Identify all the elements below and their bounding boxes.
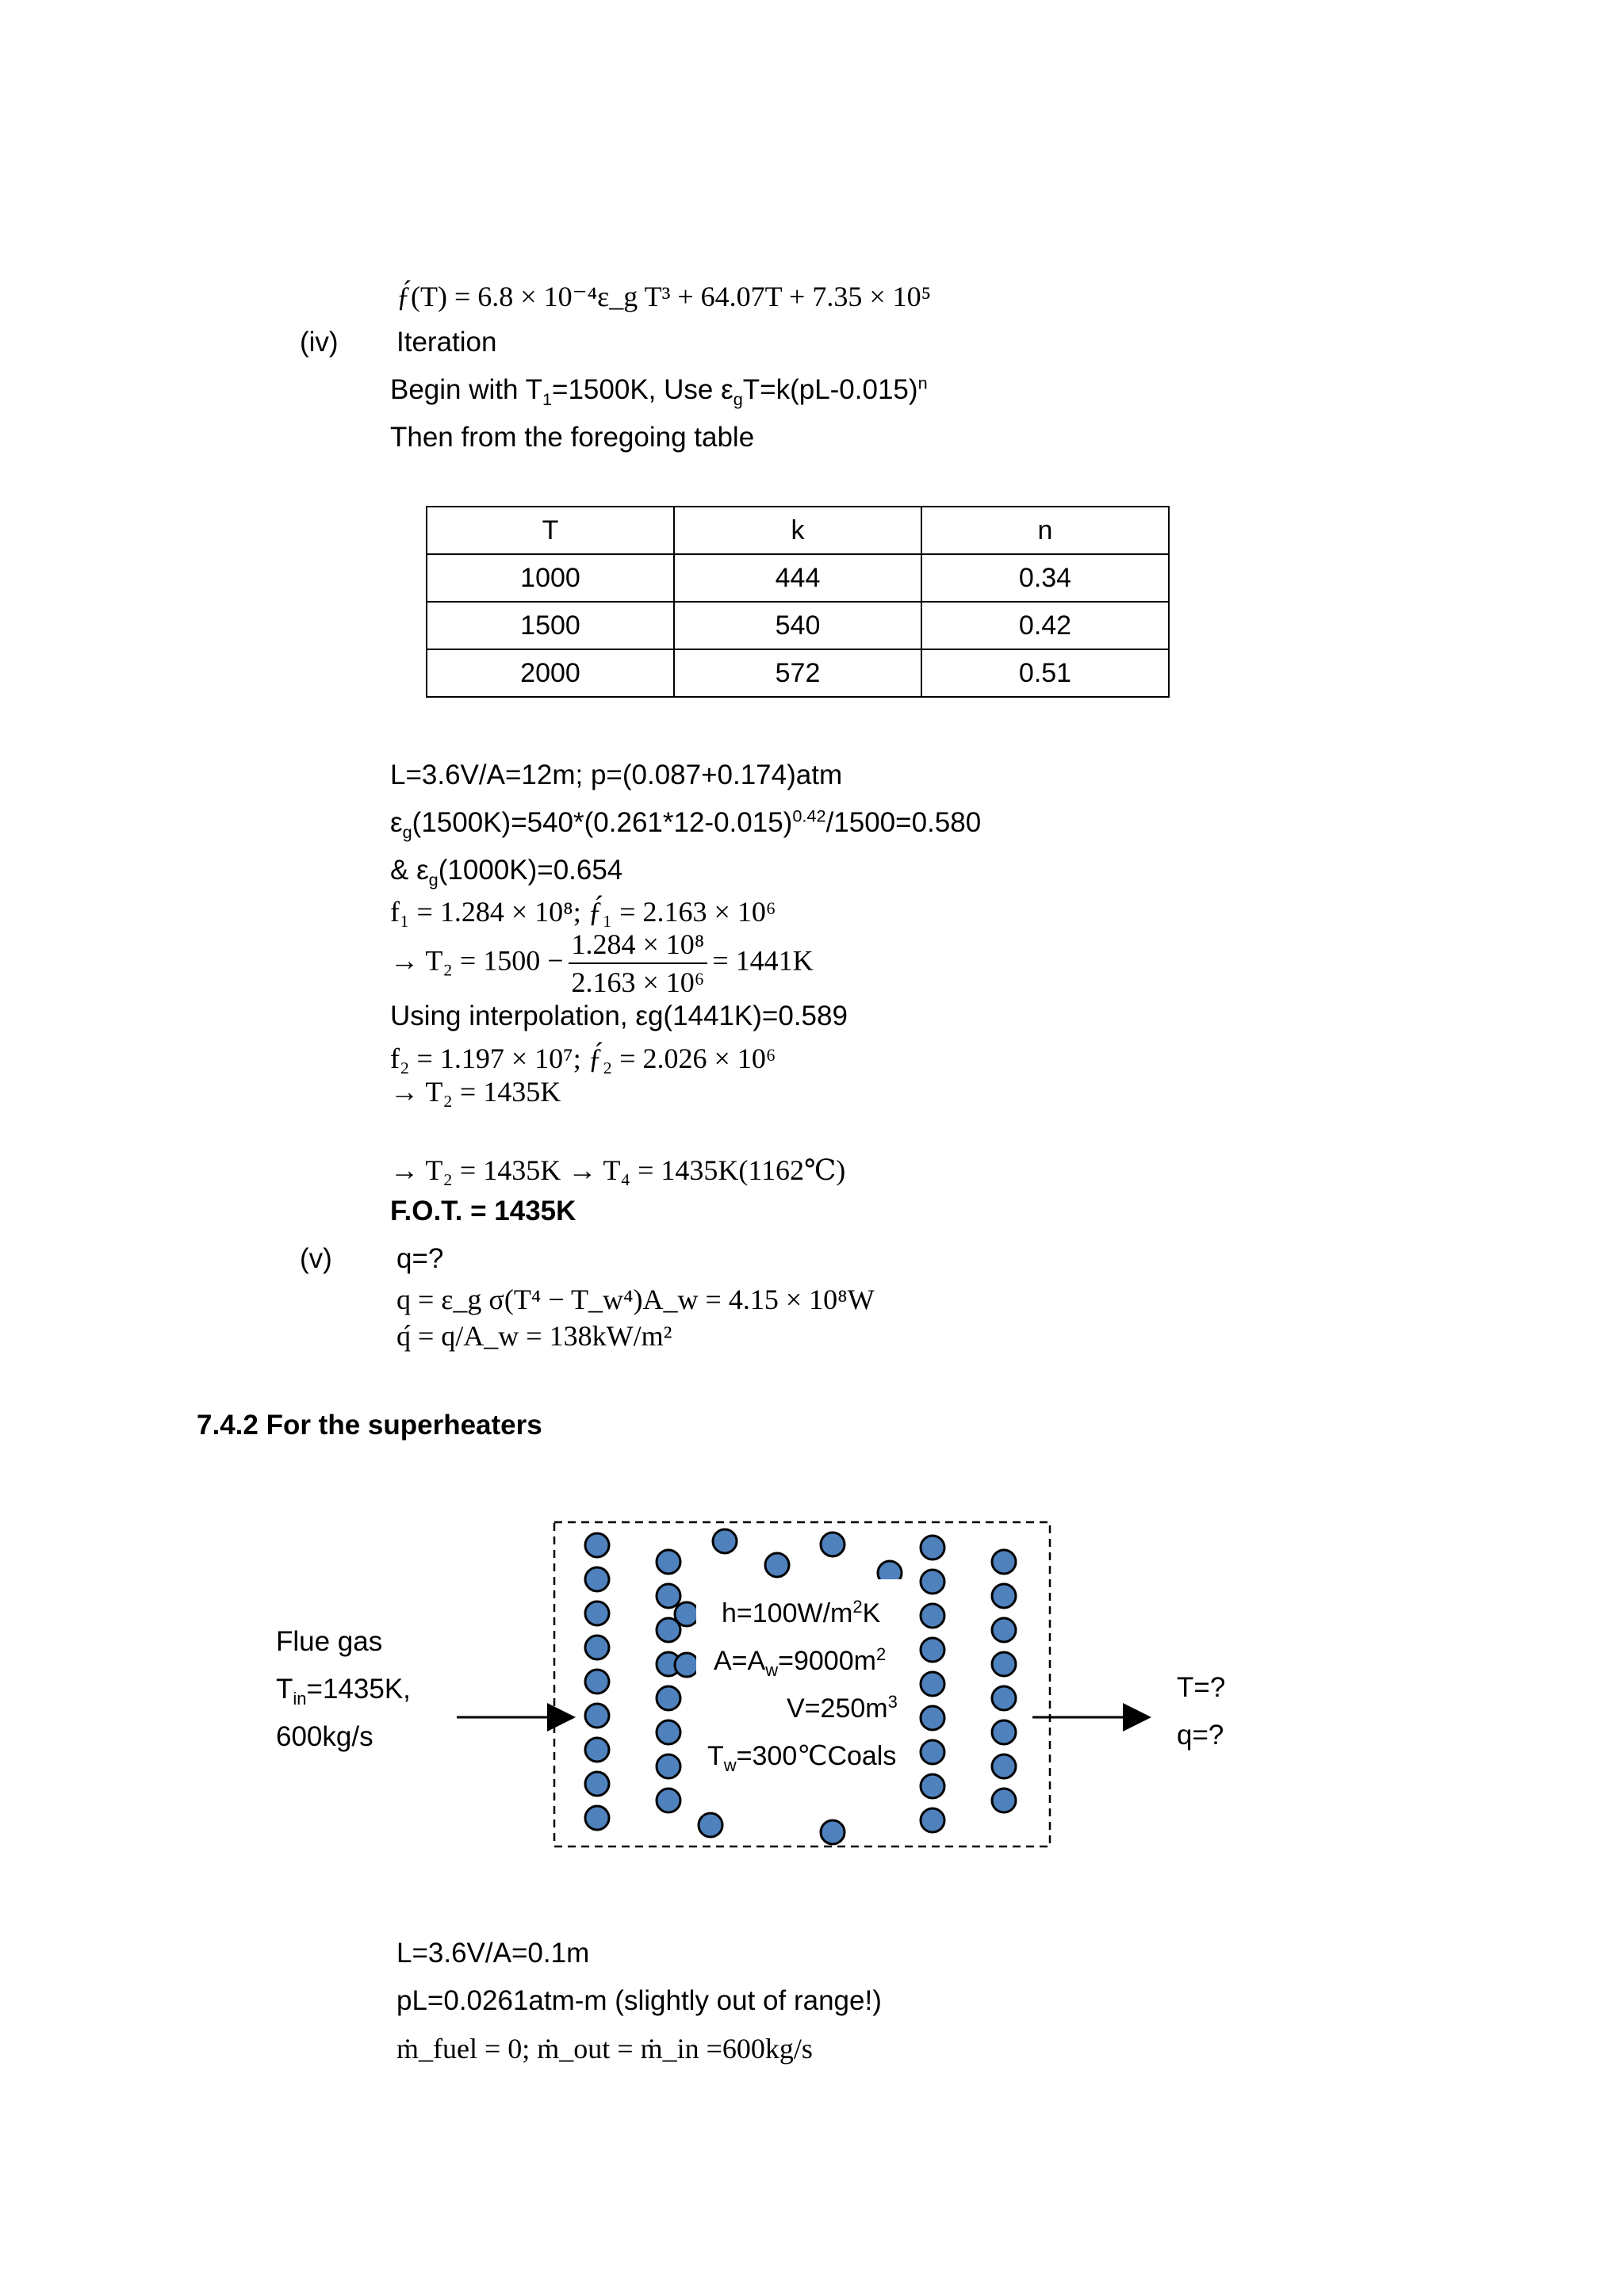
tube-circle [821, 1820, 845, 1844]
table-cell: 1000 [427, 554, 674, 602]
tube-circle [765, 1553, 789, 1577]
bottom-line-2: pL=0.0261atm-m (slightly out of range!) [396, 1985, 882, 2016]
qdot-equation: q́ = q/A_w = 138kW/m² [396, 1320, 672, 1352]
fprime-equation [396, 279, 931, 314]
tube-circle [657, 1789, 680, 1812]
bottom-line-1: L=3.6V/A=0.1m [396, 1938, 590, 1969]
tube-circle [675, 1602, 699, 1626]
begin-line-sub-2: g [733, 389, 743, 409]
table-row [427, 602, 1169, 649]
fot-result: F.O.T. = 1435K [390, 1196, 576, 1226]
table-cell: 572 [674, 649, 921, 697]
calc-line-3-a: & ε [390, 855, 429, 886]
begin-line [390, 373, 928, 408]
inlet-temperature: $T_{in}=1435K$, [276, 1674, 411, 1709]
table-cell: 0.42 [921, 602, 1169, 649]
tube-circle [921, 1774, 944, 1798]
calc-line-2-sup: 0.42 [792, 806, 826, 826]
table-header-cell: T [427, 507, 674, 554]
volume-label: $V=250m^3$ [787, 1692, 898, 1724]
calc-line-2-end: /1500=0.580 [825, 807, 982, 838]
t2-denominator: 2.163 × 10⁶ [571, 966, 705, 998]
table-cell: 0.34 [921, 554, 1169, 602]
superheater-diagram [0, 1490, 1624, 1903]
calc-line-2 [390, 806, 981, 840]
tube-circle [657, 1550, 680, 1574]
tube-circle [585, 1670, 609, 1693]
q-equation: q = ε_g σ(T⁴ − T_w⁴)A_w = 4.15 × 10⁸W [396, 1284, 875, 1315]
tube-circle [992, 1652, 1016, 1676]
t2-numerator: 1.284 × 10⁸ [569, 926, 708, 964]
tube-circle [699, 1813, 722, 1837]
foregoing-table-line: Then from the foregoing table [390, 422, 755, 453]
step-iv-label: (iv) [300, 327, 339, 358]
table-row [427, 554, 1169, 602]
tube-circle [585, 1738, 609, 1762]
tube-circle [921, 1570, 944, 1594]
tube-circle [921, 1740, 944, 1764]
table-cell: 0.51 [921, 649, 1169, 697]
bottom-line-3: ṁ_fuel = 0; ṁ_out = ṁ_in =600kg/s [396, 2033, 813, 2064]
interpolation-line: Using interpolation, εg(1441K)=0.589 [390, 1001, 848, 1031]
begin-line-sup: n [917, 373, 928, 393]
calc-line-2-eps: ε [390, 807, 403, 838]
t2b-equation: → T₂ = 1435K [390, 1076, 561, 1108]
t2-fraction [569, 926, 708, 1001]
tube-circle [992, 1686, 1016, 1710]
tube-circle [585, 1772, 609, 1796]
k-n-table [426, 506, 1170, 698]
calc-line-2-body: (1500K)=540*(0.261*12-0.015) [412, 807, 793, 838]
calc-line-3 [390, 853, 622, 888]
tube-circle [992, 1755, 1016, 1778]
tube-circle [657, 1720, 680, 1744]
wall-area: $A=A_w=9000m^2$ [714, 1644, 887, 1680]
tube-circle [921, 1706, 944, 1730]
tube-circle [921, 1672, 944, 1696]
tube-circle [992, 1550, 1016, 1574]
outlet-heat: q=? [1177, 1720, 1224, 1751]
section-title: 7.4.2 For the superheaters [197, 1410, 542, 1441]
tube-circle [585, 1806, 609, 1830]
table-cell: 540 [674, 602, 921, 649]
tube-circle [821, 1533, 845, 1556]
tube-circle [585, 1601, 609, 1625]
tube-circle [921, 1808, 944, 1832]
tube-circle [992, 1584, 1016, 1608]
t2-result: = 1441K [712, 944, 814, 977]
inlet-mass-flow: 600kg/s [276, 1721, 373, 1752]
tube-circle [585, 1567, 609, 1591]
table-header-cell: n [921, 507, 1169, 554]
tube-circle [992, 1618, 1016, 1642]
calc-line-2-sub: g [402, 822, 412, 842]
step-v-label: (v) [300, 1243, 332, 1274]
tube-circle [992, 1720, 1016, 1744]
calc-line-3-sub: g [428, 870, 439, 890]
tube-circle [675, 1653, 699, 1677]
tube-circle [657, 1755, 680, 1778]
begin-line-text-1: Begin with T [390, 374, 542, 405]
table-cell: 1500 [427, 602, 674, 649]
calc-line-1: L=3.6V/A=12m; p=(0.087+0.174)atm [390, 760, 843, 790]
t4-equation: → T₂ = 1435K → T₄ = 1435K(1162℃) [390, 1154, 846, 1186]
step-iv-title: Iteration [396, 327, 497, 358]
tube-circle [921, 1604, 944, 1628]
begin-line-sub-1: 1 [542, 389, 553, 409]
tube-circle [992, 1789, 1016, 1812]
tube-circle [585, 1533, 609, 1557]
heat-transfer-coefficient: $h=100W/m^2K$ [722, 1597, 881, 1628]
begin-line-text-2: =1500K, Use ε [552, 374, 733, 405]
f2-equation: f₂ = 1.197 × 10⁷; ƒ́₂ = 2.026 × 10⁶ [390, 1043, 776, 1074]
calc-line-3-b: (1000K)=0.654 [438, 855, 623, 886]
table-row [427, 649, 1169, 697]
t2-fraction-equation [390, 926, 814, 1001]
step-v-title: q=? [396, 1243, 444, 1274]
f1-equation: f₁ = 1.284 × 10⁸; ƒ́₁ = 2.163 × 10⁶ [390, 896, 776, 928]
table-cell: 444 [674, 554, 921, 602]
begin-line-text-3: T=k(pL-0.015) [742, 374, 918, 405]
tube-circle [713, 1529, 737, 1553]
table-header-row [427, 507, 1169, 554]
tube-circle [585, 1636, 609, 1659]
tube-circle [657, 1686, 680, 1710]
table-header-cell: k [674, 507, 921, 554]
table-cell: 2000 [427, 649, 674, 697]
tube-circle [657, 1584, 680, 1608]
t2-prefix: → T₂ = 1500 − [390, 944, 564, 977]
fprime-equation-text: ƒ́(T) = 6.8 × 10⁻⁴ε_g T³ + 64.07T + 7.35 × 10⁵ [396, 281, 932, 312]
flue-gas-label: Flue gas [276, 1626, 383, 1657]
tube-circle [585, 1704, 609, 1728]
tube-circle [921, 1536, 944, 1559]
wall-temperature: $T_w=300℃Coals$ [707, 1741, 897, 1775]
tube-circle [921, 1638, 944, 1662]
outlet-temperature: T=? [1177, 1672, 1226, 1703]
